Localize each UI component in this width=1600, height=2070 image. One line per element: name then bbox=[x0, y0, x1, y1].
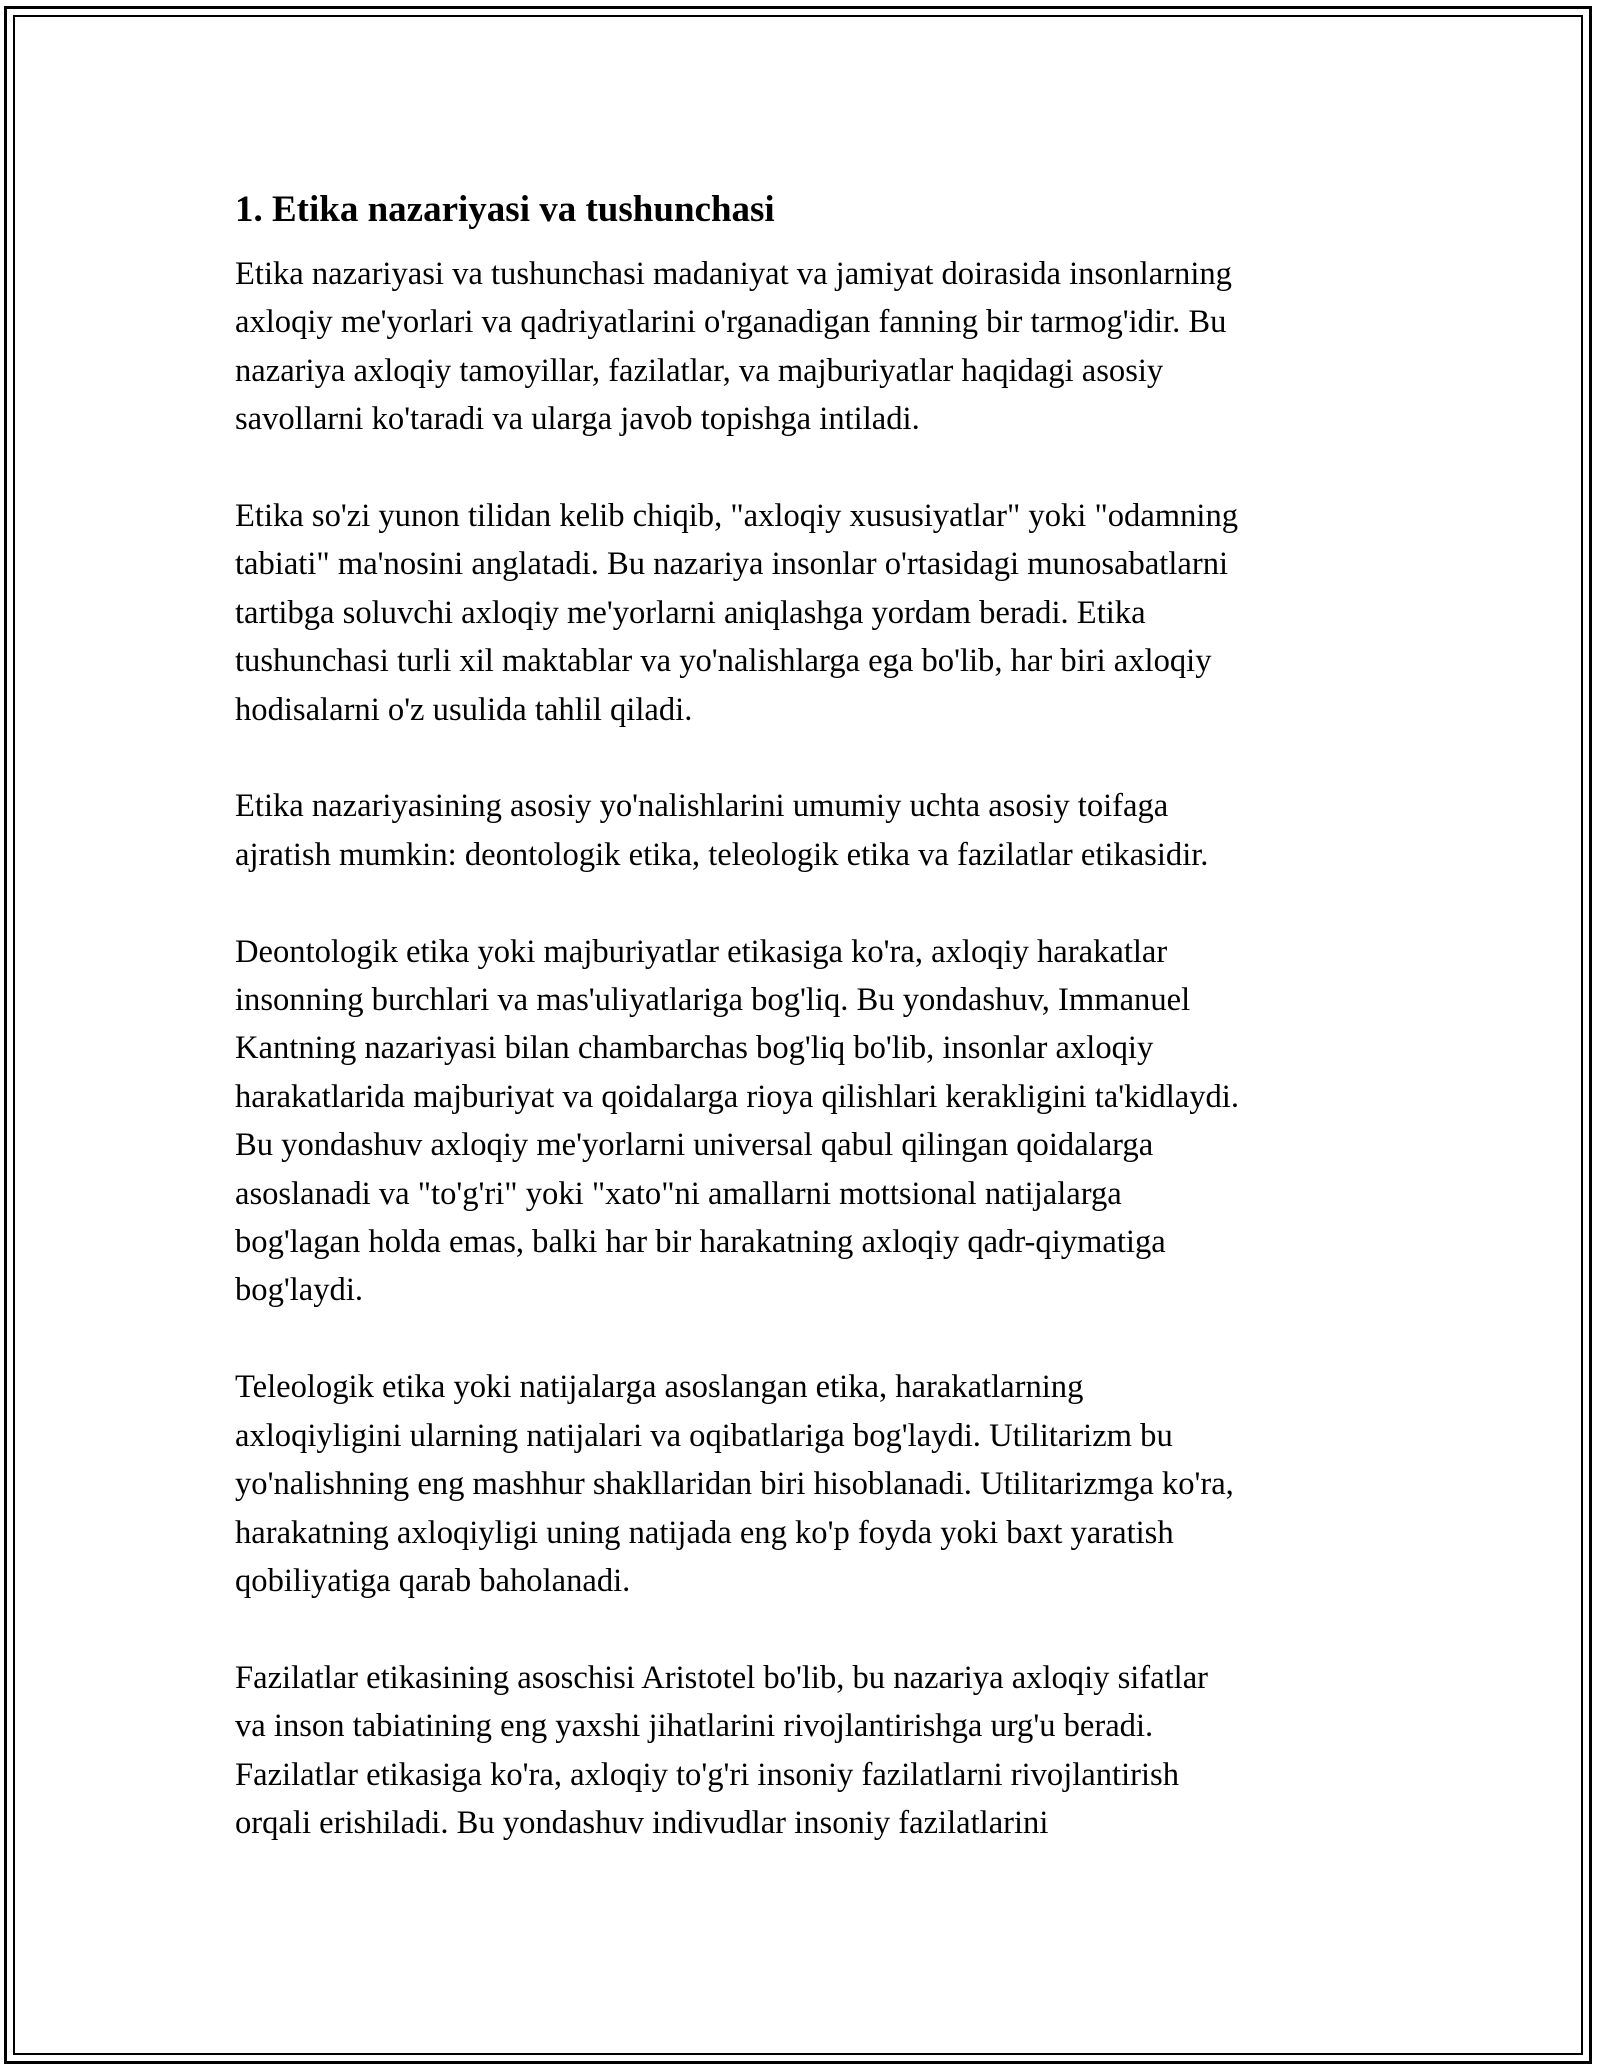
paragraph-intro: Etika nazariyasi va tushunchasi madaniyat va jamiyat doirasida insonlarning axloqiy me'yorlari va qadriyatlarini o'rganadigan fanning bir tarmog'idir. Bu nazariya axloqiy tamoyillar, fazilatlar, va majburiyatlar haqidagi asosiy savollarni ko'taradi va ularga javob topishga intiladi. bbox=[235, 256, 1232, 438]
paragraph-teleological: Teleologik etika yoki natijalarga asoslangan etika, harakatlarning axloqiyligini ularning natijalari va oqibatlariga bog'laydi. Utilitarizm bu yo'nalishning eng mashhur shakllaridan biri hisoblanadi. Utilitarizmga ko'ra, harakatning axloqiyligi uning natijada eng ko'p foyda yoki baxt yaratish qobiliyatiga qarab baholanadi. bbox=[235, 1369, 1234, 1599]
paragraph-etymology: Etika so'zi yunon tilidan kelib chiqib, "axloqiy xususiyatlar" yoki "odamning tabiati" ma'nosini anglatadi. Bu nazariya insonlar o'rtasidagi munosabatlarni tartibga soluvchi axloqiy me'yorlarni aniqlashga yordam beradi. Etika tushunchasi turli xil maktablar va yo'nalishlarga ega bo'lib, har biri axloqiy hodisalarni o'z usulida tahlil qiladi. bbox=[235, 498, 1239, 728]
section-heading: 1. Etika nazariyasi va tushunchasi bbox=[235, 189, 775, 230]
paragraph-deontological: Deontologik etika yoki majburiyatlar etikasiga ko'ra, axloqiy harakatlar insonning burchlari va mas'uliyatlariga bog'liq. Bu yondashuv, Immanuel Kantning nazariyasi bilan chambarchas bog'liq bo'lib, insonlar axloqiy harakatlarida majburiyat va qoidalarga rioya qilishlari kerakligini ta'kidlaydi. Bu yondashuv axloqiy me'yorlarni universal qabul qilingan qoidalarga asoslanadi va "to'g'ri" yoki "xato"ni amallarni mottsional natijalarga bog'lagan holda emas, balki har bir harakatning axloqiy qadr-qiymatiga bog'laydi. bbox=[235, 933, 1239, 1309]
paragraph-categories: Etika nazariyasining asosiy yo'nalishlarini umumiy uchta asosiy toifaga ajratish mumkin: deontologik etika, teleologik etika va fazilatlar etikasidir. bbox=[235, 788, 1209, 873]
paragraph-virtue: Fazilatlar etikasining asoschisi Aristotel bo'lib, bu nazariya axloqiy sifatlar va inson tabiatining eng yaxshi jihatlarini rivojlantirishga urg'u beradi. Fazilatlar etikasiga ko'ra, axloqiy to'g'ri insoniy fazilatlarni rivojlantirish orqali erishiladi. Bu yondashuv indivudlar insoniy fazilatlarini bbox=[235, 1659, 1209, 1841]
document-body bbox=[235, 184, 1375, 1896]
